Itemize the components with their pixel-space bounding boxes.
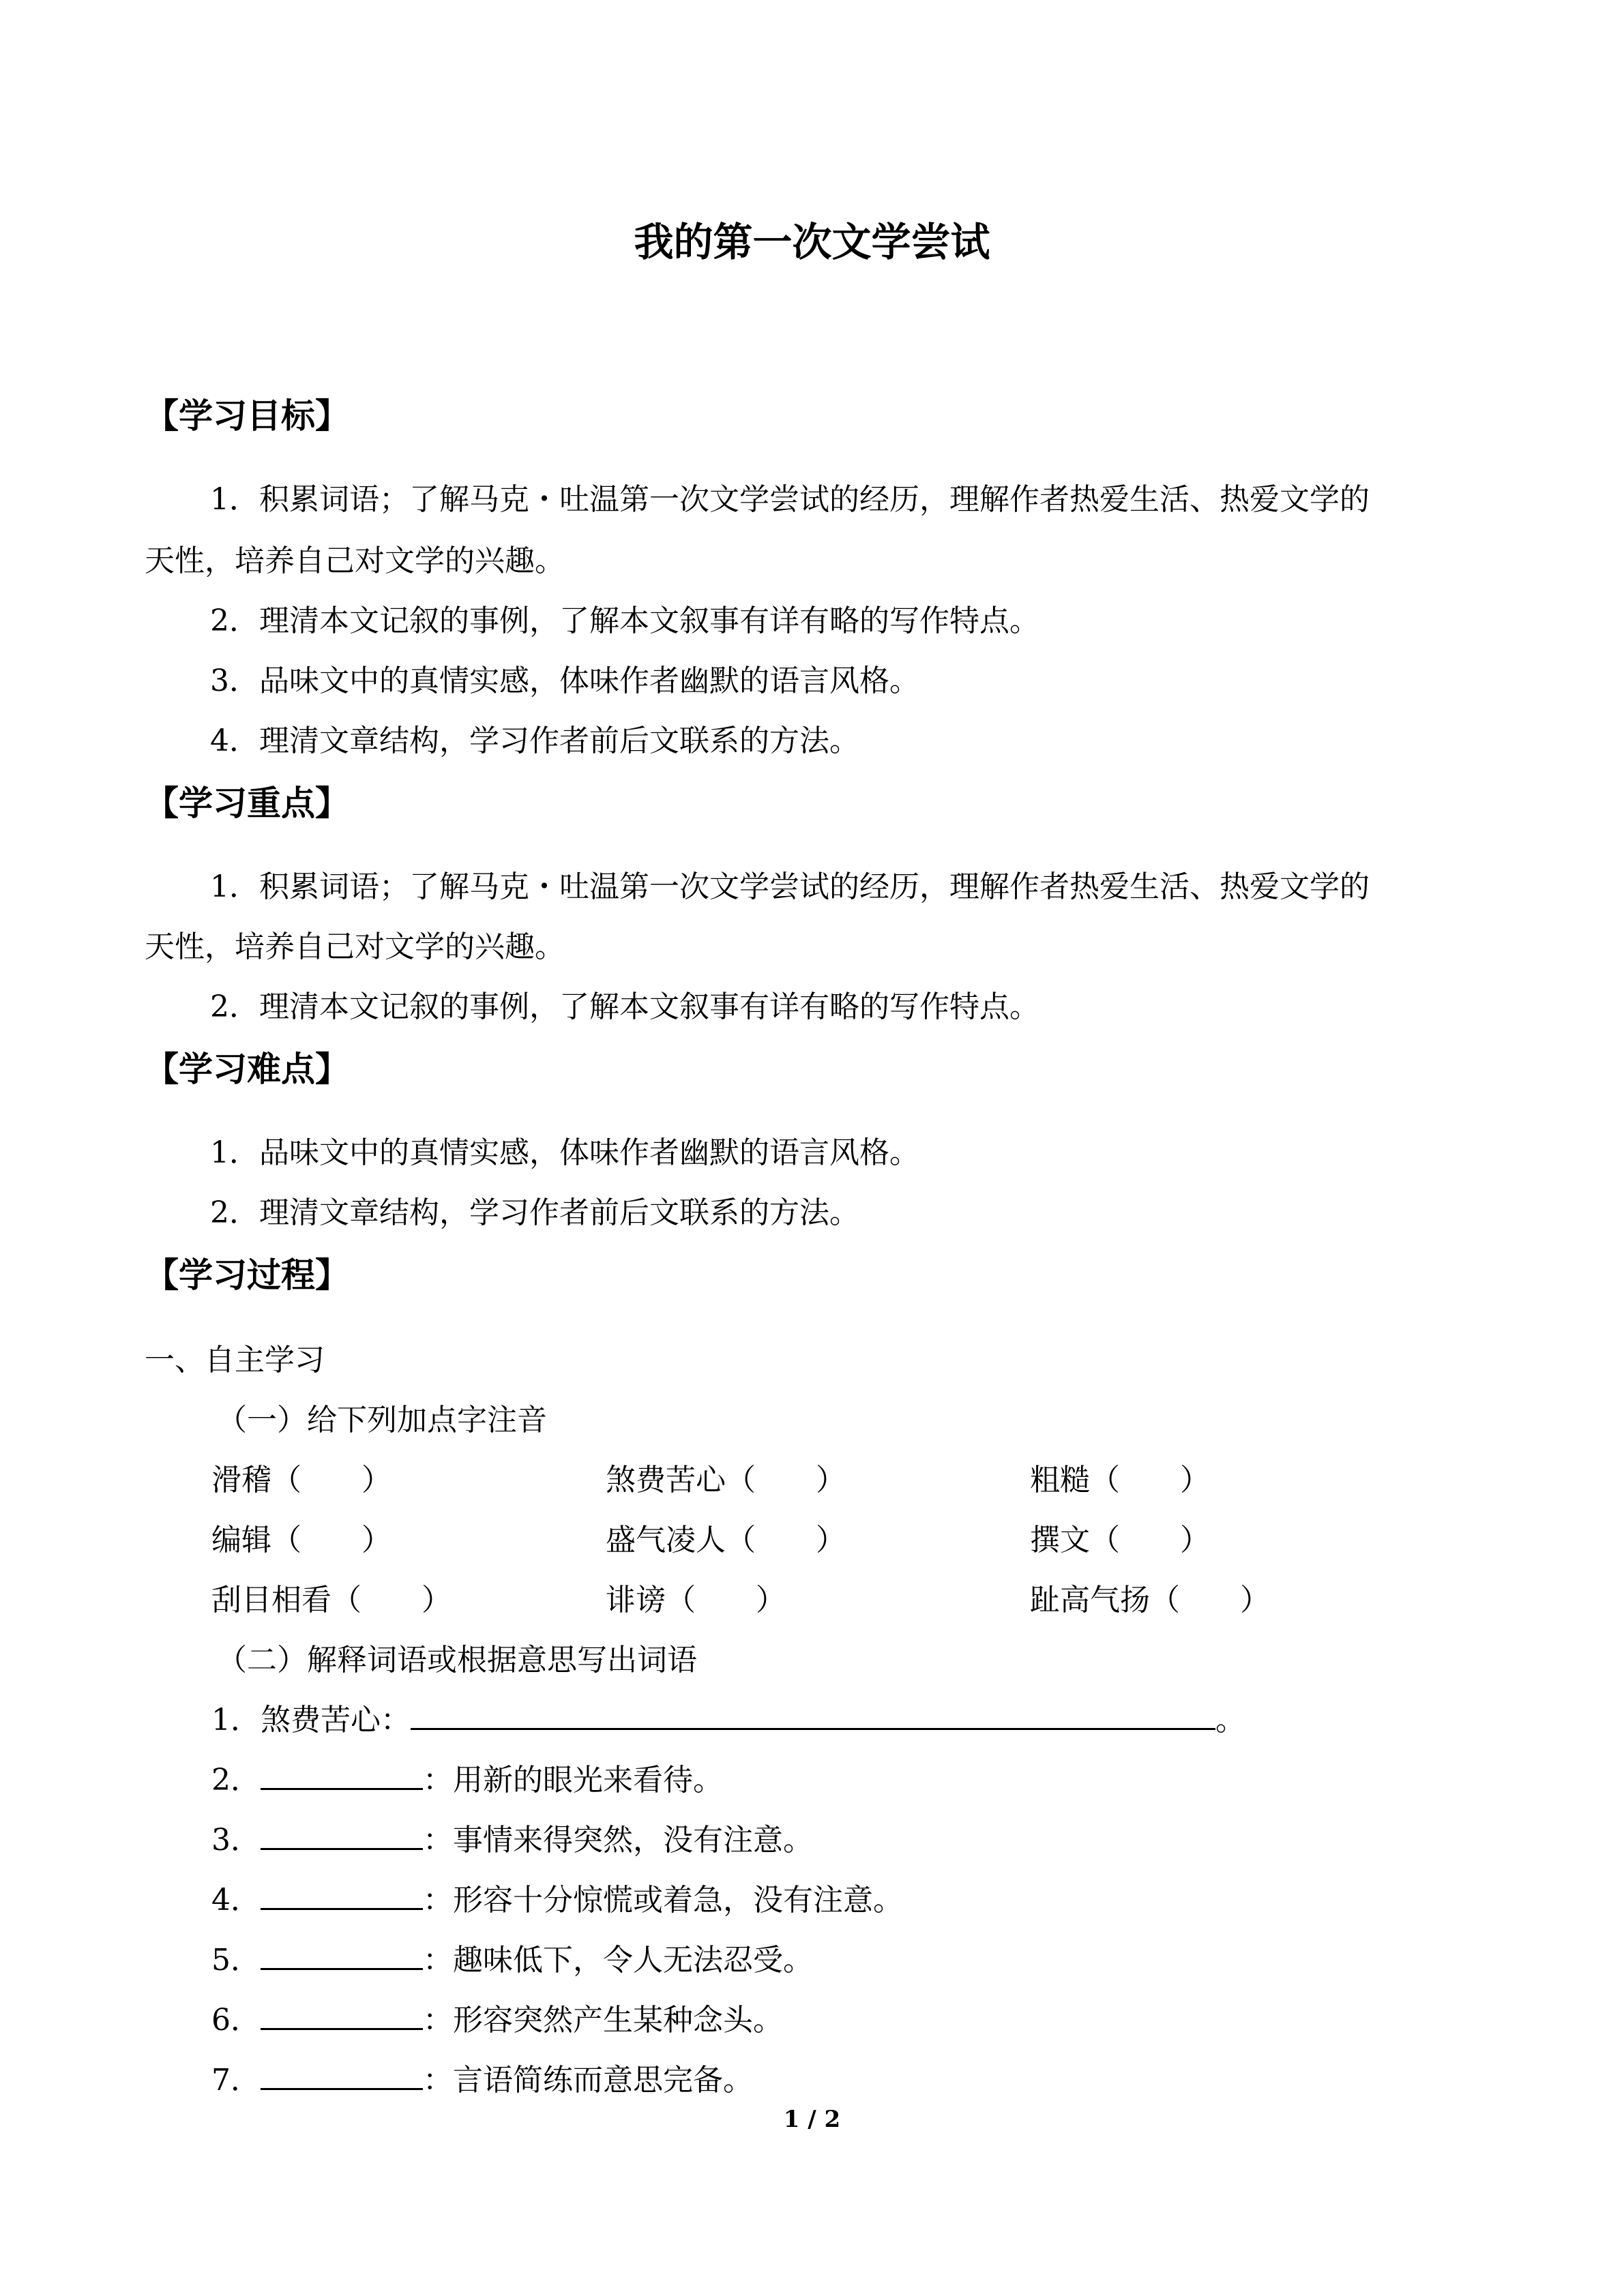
answer-blank[interactable] <box>411 1702 1215 1730</box>
goals-item-4: 4．理清文章结构，学习作者前后文联系的方法。 <box>210 724 859 758</box>
definition-question <box>211 1935 813 1979</box>
pinyin-item: 盛气凌人（ ） <box>606 1523 846 1557</box>
pinyin-item: 滑稽（ ） <box>211 1463 392 1497</box>
heading-difficult: 【学习难点】 <box>145 1049 349 1089</box>
definition-question <box>211 1755 723 1799</box>
page-title: 我的第一次文学尝试 <box>634 219 990 265</box>
difficult-item-2: 2．理清文章结构，学习作者前后文联系的方法。 <box>210 1195 859 1230</box>
page-number: 1 / 2 <box>783 2106 841 2133</box>
key-item-1: 1．积累词语；了解马克・吐温第一次文学尝试的经历，理解作者热爱生活、热爱文学的 <box>210 869 1370 904</box>
answer-blank[interactable] <box>261 1762 423 1790</box>
pinyin-item: 诽谤（ ） <box>606 1583 786 1617</box>
difficult-item-1: 1．品味文中的真情实感，体味作者幽默的语言风格。 <box>210 1135 919 1170</box>
question-text: ：形容十分惊慌或着急，没有注意。 <box>423 1883 903 1918</box>
answer-blank[interactable] <box>261 2062 423 2090</box>
definition-question <box>211 1875 903 1919</box>
question-text: ：用新的眼光来看待。 <box>423 1763 723 1798</box>
definition-question-1 <box>211 1695 1245 1739</box>
question-number: 7． <box>211 2063 261 2098</box>
heading-process: 【学习过程】 <box>145 1255 349 1295</box>
definition-question <box>211 1815 813 1859</box>
pinyin-item: 编辑（ ） <box>211 1523 392 1557</box>
pinyin-item: 煞费苦心（ ） <box>606 1463 846 1497</box>
key-item-2: 2．理清本文记叙的事例，了解本文叙事有详有略的写作特点。 <box>210 989 1039 1024</box>
definition-question <box>211 2055 753 2099</box>
question-prefix: 1．煞费苦心： <box>211 1703 411 1738</box>
heading-key: 【学习重点】 <box>145 784 349 823</box>
answer-blank[interactable] <box>261 1822 423 1850</box>
pinyin-item: 撰文（ ） <box>1030 1523 1210 1557</box>
answer-blank[interactable] <box>261 2002 423 2030</box>
question-number: 3． <box>211 1823 261 1858</box>
question-number: 2． <box>211 1763 261 1798</box>
subsection-definitions: （二）解释词语或根据意思写出词语 <box>217 1643 697 1678</box>
pinyin-item: 粗糙（ ） <box>1030 1463 1210 1497</box>
goals-item-1-cont: 天性，培养自己对文学的兴趣。 <box>145 543 565 578</box>
question-number: 6． <box>211 2003 261 2038</box>
question-text: ：言语简练而意思完备。 <box>423 2063 753 2098</box>
definition-question <box>211 1995 783 2039</box>
question-suffix: 。 <box>1215 1703 1245 1738</box>
pinyin-item: 刮目相看（ ） <box>211 1583 452 1617</box>
goals-item-3: 3．品味文中的真情实感，体味作者幽默的语言风格。 <box>210 664 919 698</box>
goals-item-1: 1．积累词语；了解马克・吐温第一次文学尝试的经历，理解作者热爱生活、热爱文学的 <box>210 482 1370 517</box>
answer-blank[interactable] <box>261 1942 423 1970</box>
pinyin-item: 趾高气扬（ ） <box>1030 1583 1270 1617</box>
question-text: ：形容突然产生某种念头。 <box>423 2003 783 2038</box>
question-text: ：事情来得突然，没有注意。 <box>423 1823 813 1858</box>
question-number: 5． <box>211 1943 261 1978</box>
heading-goals: 【学习目标】 <box>145 396 349 436</box>
question-text: ：趣味低下，令人无法忍受。 <box>423 1943 813 1978</box>
answer-blank[interactable] <box>261 1882 423 1910</box>
key-item-1-cont: 天性，培养自己对文学的兴趣。 <box>145 929 565 964</box>
goals-item-2: 2．理清本文记叙的事例，了解本文叙事有详有略的写作特点。 <box>210 603 1039 638</box>
subsection-pinyin: （一）给下列加点字注音 <box>217 1403 547 1437</box>
part-self-study: 一、自主学习 <box>145 1343 325 1377</box>
question-number: 4． <box>211 1883 261 1918</box>
